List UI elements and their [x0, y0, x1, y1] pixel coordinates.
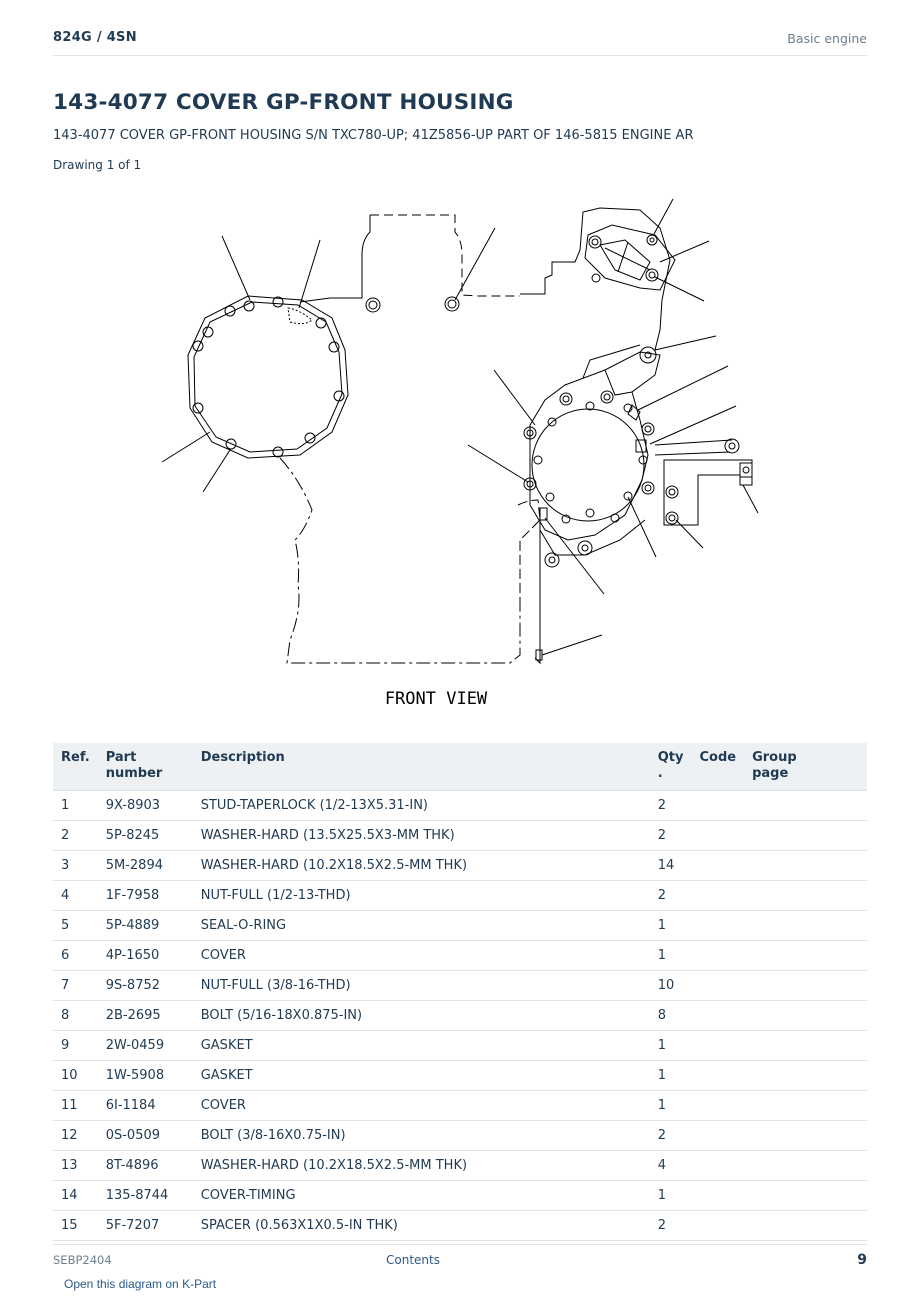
ref-cell: 11: [53, 1091, 98, 1121]
header-divider: [53, 55, 867, 56]
table-header-row: [53, 743, 867, 791]
table-row: [53, 911, 867, 941]
code-cell: [691, 821, 744, 851]
qty-cell: 4: [650, 1151, 692, 1181]
qty-cell: 14: [650, 851, 692, 881]
table-row: [53, 1091, 867, 1121]
ref-cell: 5: [53, 911, 98, 941]
ref-cell: 8: [53, 1001, 98, 1031]
description-cell: WASHER-HARD (13.5X25.5X3-MM THK): [193, 821, 650, 851]
group-page-cell: [744, 1211, 867, 1241]
table-row: [53, 821, 867, 851]
qty-cell: 8: [650, 1001, 692, 1031]
part-number-cell: 1W-5908: [98, 1061, 193, 1091]
part-number-cell: 1F-7958: [98, 881, 193, 911]
qty-cell: 1: [650, 1181, 692, 1211]
table-row: [53, 791, 867, 821]
ref-cell: 6: [53, 941, 98, 971]
table-row: [53, 1151, 867, 1181]
description-cell: WASHER-HARD (10.2X18.5X2.5-MM THK): [193, 851, 650, 881]
qty-cell: 1: [650, 1061, 692, 1091]
table-row: [53, 1181, 867, 1211]
col-ref: Ref.: [53, 743, 98, 791]
group-page-cell: [744, 971, 867, 1001]
col-qty: Qty .: [650, 743, 692, 791]
group-page-cell: [744, 851, 867, 881]
code-cell: [691, 971, 744, 1001]
parts-diagram: [150, 190, 770, 715]
qty-cell: 2: [650, 1121, 692, 1151]
table-row: [53, 1061, 867, 1091]
kpart-diagram-link[interactable]: Open this diagram on K-Part: [64, 1277, 217, 1291]
description-cell: COVER: [193, 941, 650, 971]
qty-cell: 10: [650, 971, 692, 1001]
description-cell: NUT-FULL (3/8-16-THD): [193, 971, 650, 1001]
code-cell: [691, 881, 744, 911]
qty-cell: 1: [650, 911, 692, 941]
ref-cell: 3: [53, 851, 98, 881]
table-row: [53, 1031, 867, 1061]
qty-cell: 2: [650, 881, 692, 911]
group-page-cell: [744, 1151, 867, 1181]
group-page-cell: [744, 1031, 867, 1061]
section-name: Basic engine: [787, 31, 867, 46]
part-number-cell: 135-8744: [98, 1181, 193, 1211]
part-number-cell: 4P-1650: [98, 941, 193, 971]
code-cell: [691, 1001, 744, 1031]
code-cell: [691, 1151, 744, 1181]
part-number-cell: 9S-8752: [98, 971, 193, 1001]
table-row: [53, 851, 867, 881]
table-row: [53, 1211, 867, 1241]
table-row: [53, 941, 867, 971]
part-number-cell: 5P-8245: [98, 821, 193, 851]
ref-cell: 10: [53, 1061, 98, 1091]
qty-cell: 1: [650, 1091, 692, 1121]
code-cell: [691, 911, 744, 941]
ref-cell: 1: [53, 791, 98, 821]
table-row: [53, 881, 867, 911]
ref-cell: 2: [53, 821, 98, 851]
col-code: Code: [691, 743, 744, 791]
code-cell: [691, 1121, 744, 1151]
description-cell: GASKET: [193, 1061, 650, 1091]
description-cell: COVER: [193, 1091, 650, 1121]
part-number-cell: 0S-0509: [98, 1121, 193, 1151]
ref-cell: 7: [53, 971, 98, 1001]
part-number-cell: 9X-8903: [98, 791, 193, 821]
part-number-cell: 6I-1184: [98, 1091, 193, 1121]
table-row: [53, 971, 867, 1001]
group-page-cell: [744, 911, 867, 941]
col-part-number: Part number: [98, 743, 193, 791]
part-number-cell: 5M-2894: [98, 851, 193, 881]
table-row: [53, 1001, 867, 1031]
group-page-cell: [744, 821, 867, 851]
description-cell: SPACER (0.563X1X0.5-IN THK): [193, 1211, 650, 1241]
part-number-cell: 5F-7207: [98, 1211, 193, 1241]
contents-link[interactable]: Contents: [386, 1253, 440, 1267]
code-cell: [691, 1211, 744, 1241]
qty-cell: 2: [650, 1211, 692, 1241]
page-subtitle: 143-4077 COVER GP-FRONT HOUSING S/N TXC780-UP; 41Z5856-UP PART OF 146-5815 ENGINE AR: [53, 128, 694, 143]
part-number-cell: 8T-4896: [98, 1151, 193, 1181]
group-page-cell: [744, 1061, 867, 1091]
description-cell: SEAL-O-RING: [193, 911, 650, 941]
description-cell: WASHER-HARD (10.2X18.5X2.5-MM THK): [193, 1151, 650, 1181]
qty-cell: 2: [650, 821, 692, 851]
description-cell: BOLT (3/8-16X0.75-IN): [193, 1121, 650, 1151]
col-group-page: Group page: [744, 743, 867, 791]
group-page-cell: [744, 1181, 867, 1211]
ref-cell: 12: [53, 1121, 98, 1151]
diagram-caption: FRONT VIEW: [384, 689, 488, 709]
model-breadcrumb: 824G / 4SN: [53, 30, 137, 45]
footer-divider: [53, 1244, 867, 1245]
qty-cell: 1: [650, 1031, 692, 1061]
ref-cell: 15: [53, 1211, 98, 1241]
qty-cell: 1: [650, 941, 692, 971]
code-cell: [691, 1181, 744, 1211]
page-title: 143-4077 COVER GP-FRONT HOUSING: [53, 90, 514, 115]
part-number-cell: 5P-4889: [98, 911, 193, 941]
parts-table: [53, 743, 867, 1241]
group-page-cell: [744, 941, 867, 971]
drawing-count: Drawing 1 of 1: [53, 158, 142, 172]
ref-cell: 9: [53, 1031, 98, 1061]
col-description: Description: [193, 743, 650, 791]
code-cell: [691, 1031, 744, 1061]
group-page-cell: [744, 1121, 867, 1151]
code-cell: [691, 1061, 744, 1091]
code-cell: [691, 851, 744, 881]
ref-cell: 13: [53, 1151, 98, 1181]
group-page-cell: [744, 881, 867, 911]
table-row: [53, 1121, 867, 1151]
code-cell: [691, 1091, 744, 1121]
code-cell: [691, 791, 744, 821]
code-cell: [691, 941, 744, 971]
ref-cell: 4: [53, 881, 98, 911]
description-cell: COVER-TIMING: [193, 1181, 650, 1211]
ref-cell: 14: [53, 1181, 98, 1211]
part-number-cell: 2W-0459: [98, 1031, 193, 1061]
group-page-cell: [744, 1001, 867, 1031]
description-cell: BOLT (5/16-18X0.875-IN): [193, 1001, 650, 1031]
description-cell: NUT-FULL (1/2-13-THD): [193, 881, 650, 911]
qty-cell: 2: [650, 791, 692, 821]
group-page-cell: [744, 1091, 867, 1121]
description-cell: GASKET: [193, 1031, 650, 1061]
document-id: SEBP2404: [53, 1253, 112, 1267]
page-number: 9: [857, 1252, 867, 1268]
group-page-cell: [744, 791, 867, 821]
part-number-cell: 2B-2695: [98, 1001, 193, 1031]
description-cell: STUD-TAPERLOCK (1/2-13X5.31-IN): [193, 791, 650, 821]
parts-table-body: [53, 791, 867, 1241]
